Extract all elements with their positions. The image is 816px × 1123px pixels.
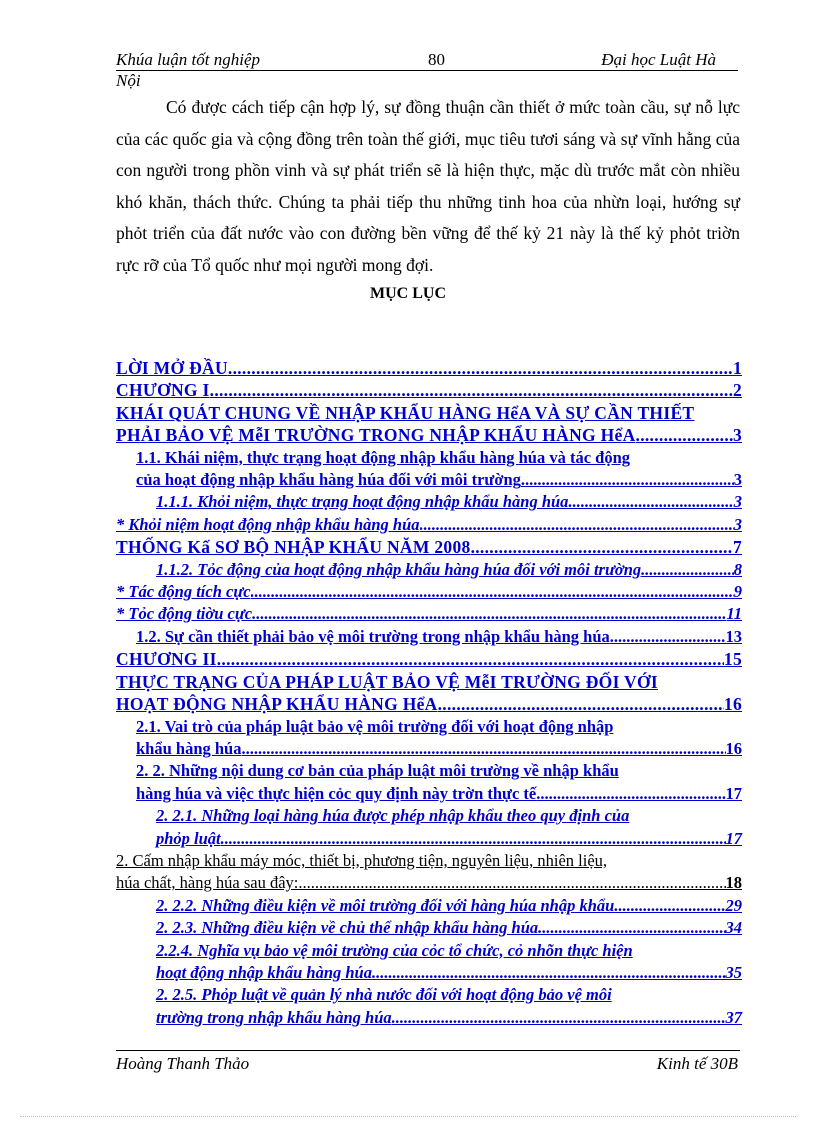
- footer-rule: [116, 1050, 740, 1051]
- toc-entry[interactable]: THỐNG Kấ SƠ BỘ NHẬP KHẨU NĂM 2008 ..... 7: [116, 536, 742, 558]
- header-rule: [116, 70, 738, 71]
- toc-entry[interactable]: 2.1. Vai trò của pháp luật bảo vệ môi trường đối với hoạt động nhập khẩu hàng húa ..... 16: [116, 716, 742, 761]
- toc-entry[interactable]: 1.2. Sự cần thiết phải bảo vệ môi trường trong nhập khẩu hàng húa ..... 13: [116, 626, 742, 648]
- toc-entry[interactable]: 2.2.4. Nghĩa vụ bảo vệ môi trường của cỏc tổ chức, cỏ nhõn thực hiện hoạt động nhập khẩu hàng húa ..... 35: [116, 940, 742, 985]
- footer-class: Kinh tế 30B: [656, 1054, 738, 1073]
- toc-entry[interactable]: 1.1.1. Khỏi niệm, thực trạng hoạt động nhập khẩu hàng húa ..... 3: [116, 491, 742, 513]
- toc-entry[interactable]: 1.1.2. Tỏc động của hoạt động nhập khẩu hàng húa đối với môi trường ..... 8: [116, 559, 742, 581]
- header-page-number: 80: [428, 50, 445, 69]
- toc-entry[interactable]: CHƯƠNG II ..... 15: [116, 648, 742, 670]
- toc-entry[interactable]: * Khỏi niệm hoạt động nhập khẩu hàng húa ..... 3: [116, 514, 742, 536]
- toc-entry[interactable]: * Tỏc động tiờu cực ..... 11: [116, 603, 742, 625]
- page-header: [116, 50, 740, 72]
- conclusion-paragraph: Có được cách tiếp cận hợp lý, sự đồng thuận cần thiết ở mức toàn cầu, sự nỗ lực của các quốc gia và cộng đồng trên toàn thế giới, mục tiêu tươi sáng và sự vĩnh hằng của con người trong phồn vinh và sự phát triển sẽ là hiện thực, mặc dù trước mắt còn nhiều khó khăn, thách thức. Chúng ta phải tiếp thu những tinh hoa của nhừn loại, hướng sự phỏt triển của đất nước vào con đường bền vững để thế kỷ 21 này là thế kỷ phỏt triờn rực rỡ của Tổ quốc như mọi người mong đợi.: [116, 97, 740, 275]
- toc-entry[interactable]: THỰC TRẠNG CỦA PHÁP LUẬT BẢO VỆ MễI TRƯỜNG ĐỐI VỚI HOẠT ĐỘNG NHẬP KHẨU HÀNG HểA ..... 16: [116, 671, 742, 716]
- toc-entry[interactable]: 2. 2.1. Những loại hàng húa được phép nhập khẩu theo quy định của phỏp luật ..... 17: [116, 805, 742, 850]
- toc-entry[interactable]: 2. 2.3. Những điều kiện về chủ thể nhập khẩu hàng húa ..... 34: [116, 917, 742, 939]
- toc-entry[interactable]: 2. 2.2. Những điều kiện về môi trường đối với hàng húa nhập khẩu ..... 29: [116, 895, 742, 917]
- toc-entry[interactable]: 1.1. Khái niệm, thực trạng hoạt động nhập khẩu hàng húa và tác động của hoạt động nhập khẩu hàng húa đối với môi trường ..... 3: [116, 447, 742, 492]
- toc-entry[interactable]: * Tác động tích cực ..... 9: [116, 581, 742, 603]
- header-thesis-label: Khúa luận tốt nghiệp: [116, 50, 261, 69]
- header-university-cont: Nội: [116, 71, 141, 90]
- header-university: Đại học Luật Hà: [601, 50, 716, 69]
- toc-entry[interactable]: 2. Cấm nhập khẩu máy móc, thiết bị, phương tiện, nguyên liệu, nhiên liệu, húa chất, hàng húa sau đây: ..... 18: [116, 850, 742, 895]
- table-of-contents: [116, 357, 742, 1029]
- footer-author: Hoàng Thanh Thảo: [116, 1054, 250, 1073]
- page-edge: [20, 1116, 796, 1117]
- toc-entry[interactable]: 2. 2. Những nội dung cơ bản của pháp luật môi trường về nhập khẩu hàng húa và việc thực hiện cỏc quy định này trờn thực tế ..... 17: [116, 760, 742, 805]
- toc-entry[interactable]: KHÁI QUÁT CHUNG VỀ NHẬP KHẨU HÀNG HểA VÀ SỰ CẦN THIẾT PHẢI BẢO VỆ MễI TRƯỜNG TRONG NHẬP KHẨU HÀNG HểA ..... 3: [116, 402, 742, 447]
- toc-entry[interactable]: 2. 2.5. Phỏp luật về quản lý nhà nước đối với hoạt động bảo vệ môi trường trong nhập khẩu hàng húa ..... 37: [116, 984, 742, 1029]
- toc-entry[interactable]: CHƯƠNG I ..... 2: [116, 379, 742, 401]
- toc-entry[interactable]: LỜI MỞ ĐẦU ..... 1: [116, 357, 742, 379]
- toc-title: MỤC LỤC: [370, 285, 446, 302]
